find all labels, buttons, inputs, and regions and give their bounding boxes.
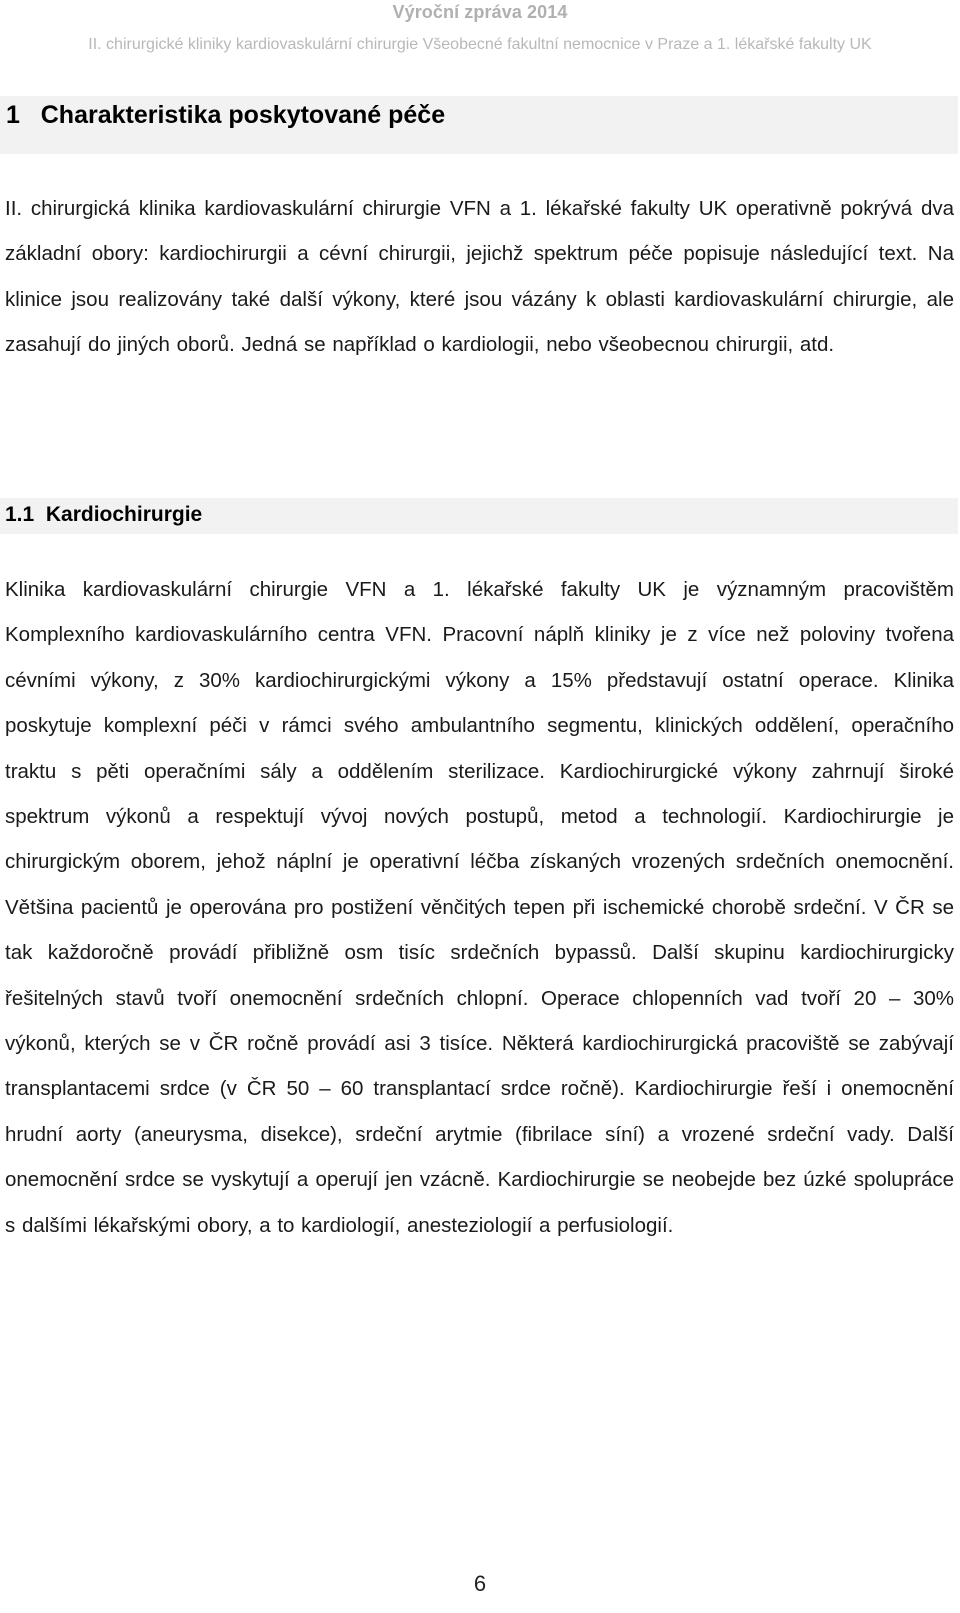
section-heading: 1 Charakteristika poskytované péče — [6, 101, 446, 129]
subsection-heading: 1.1 Kardiochirurgie — [5, 503, 203, 526]
report-title: Výroční zpráva 2014 — [392, 2, 568, 22]
page-number: 6 — [473, 1571, 487, 1596]
subsection-body-paragraph: Klinika kardiovaskulární chirurgie VFN a 1. lékařské fakulty UK je významným pracovištěm Komplexního kardiovaskulárního centra VFN. Pracovní náplň kliniky je z více než poloviny tvořena cévními výkony, z 30% kardiochirurgickými výkony a 15% představují ostatní operace. Klinika poskytuje komplexní péči v rámci svého ambulantního segmentu, klinických oddělení, operačního traktu s pěti operačními sály a oddělením sterilizace. Kardiochirurgické výkony zahrnují široké spektrum výkonů a respektují vývoj nových postupů, metod a technologií. Kardiochirurgie je chirurgickým oborem, jehož náplní je operativní léčba získaných vrozených srdečních onemocnění. Většina pacientů je operována pro postižení věnčitých tepen při ischemické chorobě srdeční. V ČR se tak každoročně provádí přibližně osm tisíc srdečních bypassů. Další skupinu kardiochirurgicky řešitelných stavů tvoří onemocnění srdečních chlopní. Operace chlopenních vad tvoří 20 – 30% výkonů, kterých se v ČR ročně provádí asi 3 tisíce. Některá kardiochirurgická pracoviště se zabývají transplantacemi srdce (v ČR 50 – 60 transplantací srdce ročně). Kardiochirurgie řeší i onemocnění hrudní aorty (aneurysma, disekce), srdeční arytmie (fibrilace síní) a vrozené srdeční vady. Další onemocnění srdce se vyskytují a operují jen vzácně. Kardiochirurgie se neobejde bez úzké spolupráce s dalšími lékařskými obory, a to kardiologií, anesteziologií a perfusiologií. — [5, 578, 954, 1237]
section-intro-paragraph: II. chirurgická klinika kardiovaskulární chirurgie VFN a 1. lékařské fakulty UK operativně pokrývá dva základní obory: kardiochirurgii a cévní chirurgii, jejichž spektrum péče popisuje následující text. Na klinice jsou realizovány také další výkony, které jsou vázány k oblasti kardiovaskulární chirurgie, ale zasahují do jiných oborů. Jedná se například o kardiologii, nebo všeobecnou chirurgii, atd. — [5, 197, 954, 357]
report-subtitle: II. chirurgické kliniky kardiovaskulární chirurgie Všeobecné fakultní nemocnice v Praze a 1. lékařské fakulty UK — [88, 36, 872, 53]
